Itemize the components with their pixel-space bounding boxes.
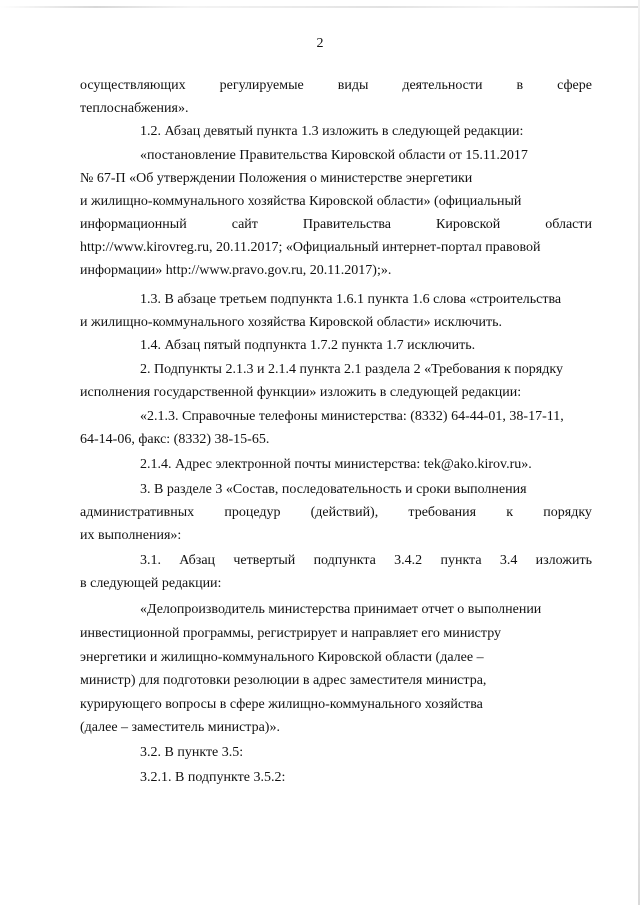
word: регулируемые (219, 78, 304, 93)
text-line-14: исполнения государственной функции» изложить в следующей редакции: (80, 385, 522, 400)
paragraph-1-4: 1.4. Абзац пятый подпункта 1.7.2 пункта 1.7 исключить. (140, 338, 476, 353)
paragraph-2: 2. Подпункты 2.1.3 и 2.1.4 пункта 2.1 раздела 2 «Требования к порядку (140, 362, 563, 377)
word: административных (80, 505, 195, 520)
word: к (506, 505, 514, 520)
text-line-5: № 67-П «Об утверждении Положения о министерстве энергетики (80, 171, 473, 186)
word: четвертый (233, 553, 296, 568)
text-line-7 (80, 217, 592, 233)
word: Правительства (302, 217, 392, 232)
text-line-4: «постановление Правительства Кировской области от 15.11.2017 (140, 148, 528, 163)
word: информационный (80, 217, 187, 232)
word: сайт (231, 217, 258, 232)
word: осуществляющих (80, 78, 186, 93)
text-line-20: их выполнения»: (80, 528, 182, 543)
text-line-26: министр) для подготовки резолюции в адрес заместителя министра, (80, 673, 487, 688)
word: деятельности (402, 78, 483, 93)
word: процедур (224, 505, 281, 520)
text-line-24: инвестиционной программы, регистрирует и направляет его министру (80, 626, 502, 641)
word: подпункта (313, 553, 376, 568)
word: Кировской (436, 217, 501, 232)
word: 3.4 (499, 553, 518, 568)
scan-edge-top (0, 6, 640, 8)
paragraph-3: 3. В разделе 3 «Состав, последовательность и сроки выполнения (140, 482, 527, 497)
text-line-1 (80, 78, 592, 94)
word: 3.1. (140, 553, 161, 568)
word: требования (408, 505, 477, 520)
paragraph-2-1-4: 2.1.4. Адрес электронной почты министерства: tek@ako.kirov.ru». (140, 457, 532, 472)
word: порядку (543, 505, 592, 520)
word: Абзац (179, 553, 216, 568)
word: 3.4.2 (394, 553, 423, 568)
word: пункта (440, 553, 482, 568)
text-line-2: теплоснабжения». (80, 101, 189, 116)
text-line-16: 64-14-06, факс: (8332) 38-15-65. (80, 432, 270, 447)
page-number: 2 (316, 36, 324, 51)
paragraph-3-1 (140, 553, 592, 569)
word: в (516, 78, 524, 93)
text-line-11: и жилищно-коммунального хозяйства Кировской области» исключить. (80, 315, 503, 330)
word: области (545, 217, 592, 232)
word: сфере (557, 78, 592, 93)
paragraph-3-2-1: 3.2.1. В подпункте 3.5.2: (140, 770, 286, 785)
paragraph-3-2: 3.2. В пункте 3.5: (140, 745, 244, 760)
text-line-9: информации» http://www.pravo.gov.ru, 20.11.2017);». (80, 263, 392, 278)
text-line-6: и жилищно-коммунального хозяйства Кировской области» (официальный (80, 194, 522, 209)
word: виды (337, 78, 369, 93)
text-line-28: (далее – заместитель министра)». (80, 720, 280, 735)
text-line-8: http://www.kirovreg.ru, 20.11.2017; «Официальный интернет-портал правовой (80, 240, 541, 255)
word: (действий), (310, 505, 379, 520)
paragraph-1-3: 1.3. В абзаце третьем подпункта 1.6.1 пункта 1.6 слова «строительства (140, 292, 562, 307)
paragraph-2-1-3: «2.1.3. Справочные телефоны министерства: (8332) 64-44-01, 38-17-11, (140, 409, 564, 424)
text-line-22: в следующей редакции: (80, 576, 222, 591)
paragraph-1-2: 1.2. Абзац девятый пункта 1.3 изложить в следующей редакции: (140, 124, 524, 139)
text-line-19 (80, 505, 592, 521)
text-line-27: курирующего вопросы в сфере жилищно-коммунального хозяйства (80, 697, 483, 712)
text-line-25: энергетики и жилищно-коммунального Кировской области (далее – (80, 650, 484, 665)
word: изложить (535, 553, 592, 568)
paragraph-quote: «Делопроизводитель министерства принимает отчет о выполнении (140, 602, 542, 617)
